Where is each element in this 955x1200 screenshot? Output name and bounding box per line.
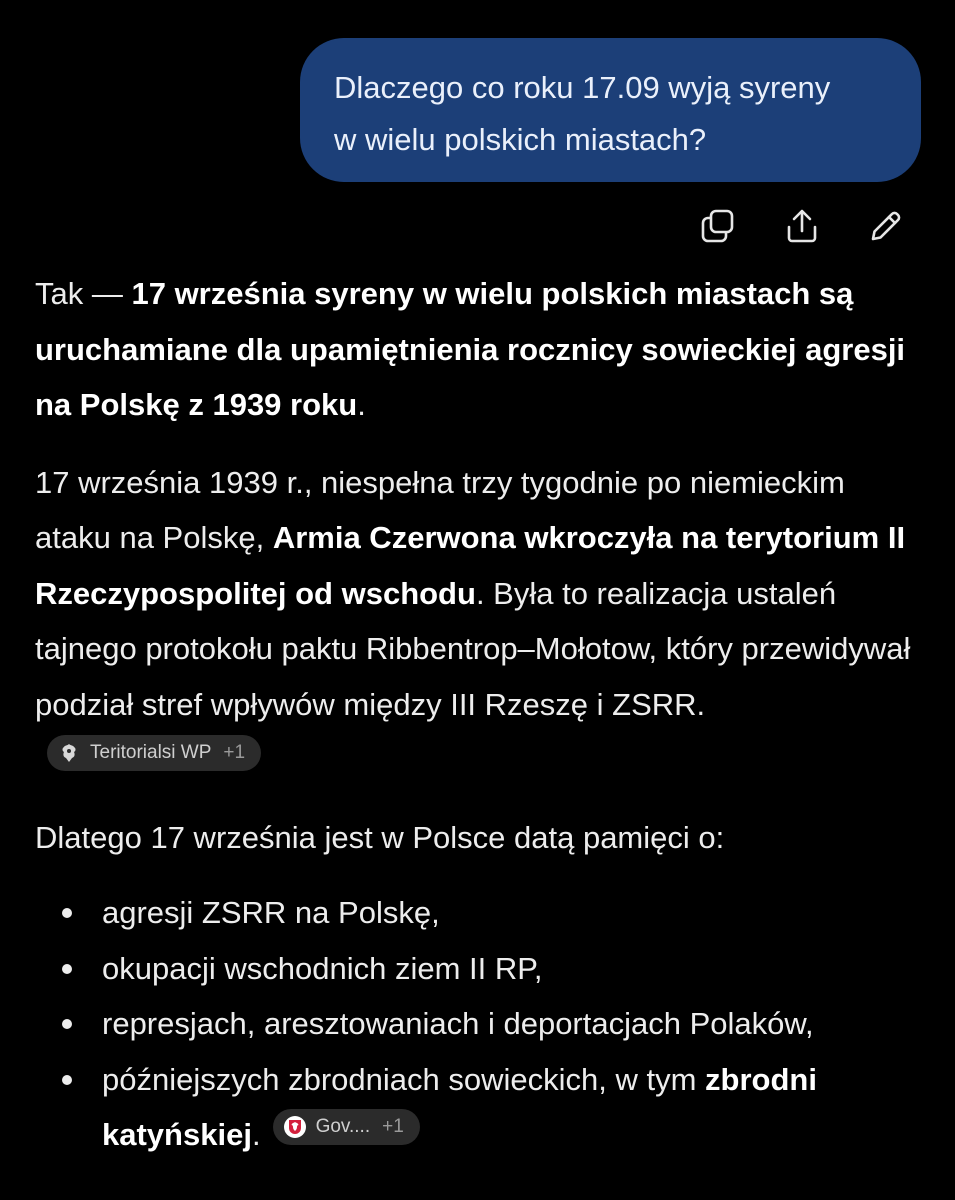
- copy-icon: [699, 207, 737, 245]
- user-message-line-2: w wielu polskich miastach?: [334, 122, 707, 157]
- list-item-text: represjach, aresztowaniach i deportacjach Polaków,: [102, 1006, 814, 1041]
- bullet-dot: [62, 908, 72, 918]
- pencil-icon: [867, 207, 905, 245]
- paragraph-2-text-1: 17 września 1939 r., niespełna trzy tygodnie po niemieckim ataku na Polskę,: [35, 464, 845, 555]
- paragraph-2-highlight: Armia Czerwona wkroczyła na terytorium II Rzeczypospolitej od wschodu: [35, 520, 906, 611]
- list-item-text: późniejszych zbrodniach sowieckich, w tym: [102, 1061, 706, 1097]
- list-item: [35, 885, 920, 941]
- list-item: [35, 996, 920, 1052]
- assistant-answer: [35, 266, 920, 1163]
- answer-lead: Tak —: [35, 276, 132, 311]
- share-icon: [783, 207, 821, 245]
- source-chip-teritorialsi[interactable]: [47, 735, 261, 771]
- user-message-bubble: [300, 38, 921, 182]
- paragraph-2-text-2: . Była to realizacja ustaleń tajnego protokołu paktu Ribbentrop–Mołotow, który przewidywał podział stref wpływów między III Rzeszę i ZSRR.: [35, 575, 911, 722]
- answer-paragraph-2: [35, 455, 920, 788]
- source-chip-label: Teritorialsi WP: [90, 742, 212, 763]
- polish-emblem-icon: [283, 1115, 307, 1139]
- copy-button[interactable]: [698, 206, 738, 246]
- bullet-dot: [62, 964, 72, 974]
- memory-list: [35, 885, 920, 1163]
- answer-paragraph-3: Dlatego 17 września jest w Polsce datą pamięci o:: [35, 819, 725, 855]
- list-item: [35, 941, 920, 997]
- answer-period: .: [357, 387, 366, 422]
- list-item: [35, 1052, 920, 1163]
- source-chip-gov[interactable]: [273, 1109, 420, 1145]
- edit-button[interactable]: [866, 206, 906, 246]
- source-chip-label: Gov....: [315, 1116, 371, 1137]
- list-item-period: .: [251, 1117, 261, 1152]
- list-item-highlight: zbrodni katyńskiej: [102, 1061, 817, 1152]
- share-button[interactable]: [782, 206, 822, 246]
- source-chip-more: +1: [382, 1116, 404, 1137]
- answer-highlight: 17 września syreny w wielu polskich miastach są uruchamiane dla upamiętnienia rocznicy sowieckiej agresji na Polskę z 1939 roku: [35, 276, 906, 422]
- bullet-dot: [62, 1019, 72, 1029]
- list-item-text: agresji ZSRR na Polskę,: [102, 895, 440, 930]
- bullet-dot: [62, 1075, 72, 1085]
- military-eagle-icon: [57, 741, 81, 765]
- message-actions: [690, 206, 920, 246]
- user-message-line-1: Dlaczego co roku 17.09 wyją syreny: [334, 70, 831, 105]
- answer-paragraph-1: [35, 266, 920, 433]
- list-item-text: okupacji wschodnich ziem II RP,: [102, 950, 543, 986]
- source-chip-more: +1: [223, 742, 246, 763]
